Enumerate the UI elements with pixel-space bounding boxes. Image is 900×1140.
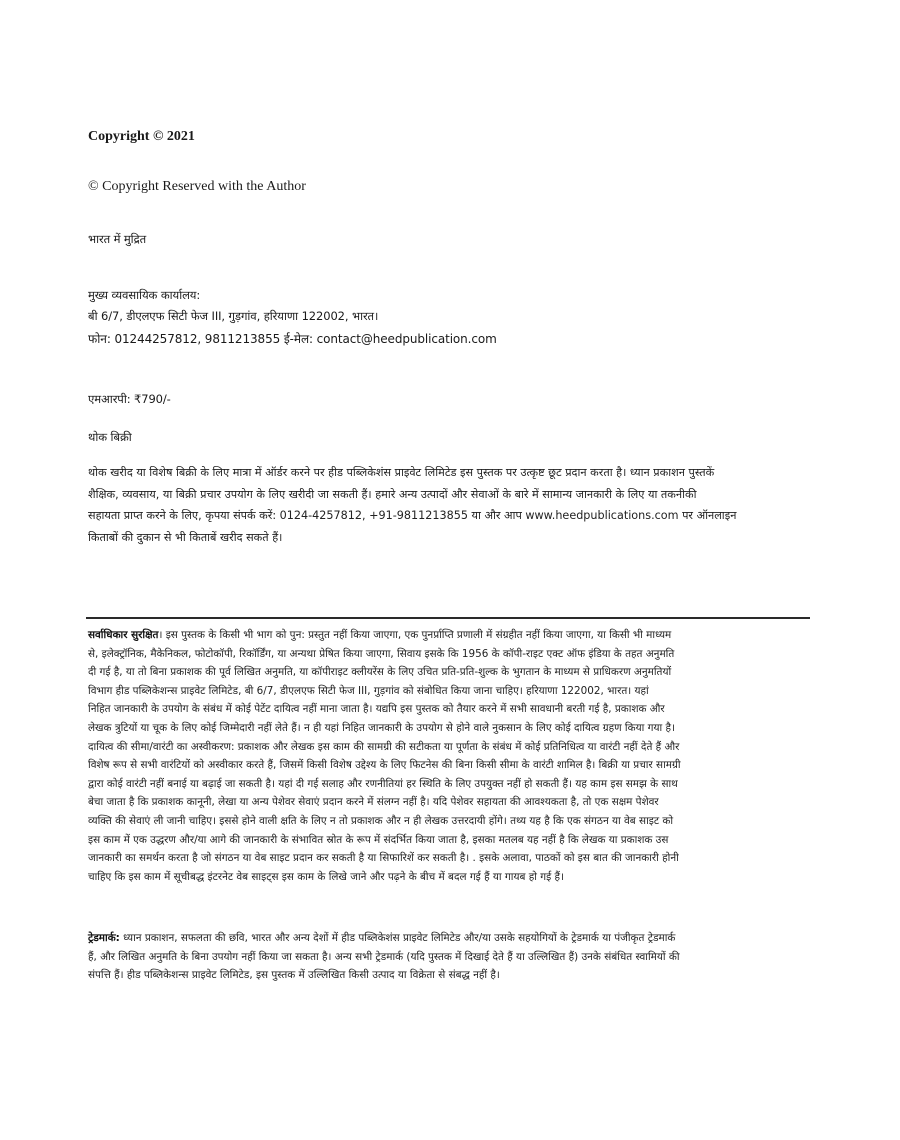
rights-paragraph	[88, 626, 812, 886]
rights-line: निहित जानकारी के उपयोग के संबंध में कोई पेटेंट दायित्व नहीं माना जाता है। यद्यपि इस पुस्तक को तैयार करने में सभी सावधानी बरती गई है, प्रकाशक और	[88, 703, 665, 716]
trademarks-paragraph	[88, 929, 812, 985]
trademarks-line: हैं, और लिखित अनुमति के बिना उपयोग नहीं किया जा सकता है। अन्य सभी ट्रेडमार्क (यदि पुस्तक में दिखाई देते हैं या उल्लिखित हैं) उनके संबंधित स्वामियों की	[88, 950, 680, 963]
bulk-sales-line: शैक्षिक, व्यवसाय, या बिक्री प्रचार उपयोग के लिए खरीदी जा सकती हैं। हमारे अन्य उत्पादों और सेवाओं के बारे में सामान्य जानकारी के लिए या तकनीकी	[88, 487, 697, 501]
liability-line: जानकारी का समर्थन करता है जो संगठन या वेब साइट प्रदान कर सकती है या सिफारिशें कर सकती है। . इसके अलावा, पाठकों को इस बात की जानकारी होनी	[88, 852, 679, 865]
rights-line: । इस पुस्तक के किसी भी भाग को पुन: प्रस्तुत नहीं किया जाएगा, एक पुनर्प्राप्ति प्रणाली में संग्रहीत नहीं किया जाएगा, या किसी भी माध्यम	[158, 629, 672, 641]
trademarks-line: ध्यान प्रकाशन, सफलता की छवि, भारत और अन्य देशों में हीड पब्लिकेशंस प्राइवेट लिमिटेड और/या उसके सहयोगियों के ट्रेडमार्क या पंजीकृत ट्रेडमार्क	[119, 932, 676, 944]
trademarks-line: संपत्ति हैं। हीड पब्लिकेशन्स प्राइवेट लिमिटेड, इस पुस्तक में उल्लिखित किसी उत्पाद या विक्रेता से संबद्ध नहीं है।	[88, 969, 500, 982]
rights-line: दी गई है, या तो बिना प्रकाशक की पूर्व लिखित अनुमति, या कॉपीराइट क्लीयरेंस के लिए उचित प्रति-प्रति-शुल्क के भुगतान के माध्यम से प्राधिकरण अनुमतियों	[88, 666, 672, 679]
copyright-reserved-line: © Copyright Reserved with the Author	[88, 179, 306, 194]
rights-line: से, इलेक्ट्रॉनिक, मैकेनिकल, फोटोकॉपी, रिकॉर्डिंग, या अन्यथा प्रेषित किया जाएगा, सिवाय इसके कि 1956 के कॉपी-राइट एक्ट ऑफ इंडिया के तहत अनुमति	[88, 647, 675, 660]
bulk-sales-paragraph	[88, 462, 812, 548]
bulk-sales-heading: थोक बिक्री	[88, 430, 132, 444]
section-divider	[86, 617, 810, 619]
rights-label: सर्वाधिकार सुरक्षित	[88, 629, 159, 641]
bulk-sales-line: सहायता प्राप्त करने के लिए, कृपया संपर्क करें: 0124-4257812, +91-9811213855 या और आप www.heedpublications.com पर ऑनलाइन	[88, 509, 737, 522]
liability-line: इस काम में एक उद्धरण और/या आगे की जानकारी के संभावित स्रोत के रूप में संदर्भित किया जाता है, इसका मतलब यह नहीं है कि लेखक या प्रकाशक उस	[88, 833, 669, 846]
bulk-sales-line: थोक खरीद या विशेष बिक्री के लिए मात्रा में ऑर्डर करने पर हीड पब्लिकेशंस प्राइवेट लिमिटेड इस पुस्तक पर उत्कृष्ट छूट प्रदान करता है। ध्यान प्रकाशन पुस्तकें	[88, 466, 715, 479]
liability-line: चाहिए कि इस काम में सूचीबद्ध इंटरनेट वेब साइट्स इस काम के लिखे जाने और पढ़ने के बीच में बदल गई हैं या गायब हो गई हैं।	[88, 870, 564, 883]
rights-line: लेखक त्रुटियों या चूक के लिए कोई जिम्मेदारी नहीं लेते हैं। न ही यहां निहित जानकारी के उपयोग से होने वाले नुकसान के लिए कोई दायित्व ग्रहण किया गया है।	[88, 721, 675, 734]
office-heading: मुख्य व्यवसायिक कार्यालय:	[88, 288, 201, 302]
mrp-price: एमआरपी: ₹790/-	[88, 392, 171, 406]
copyright-title: Copyright © 2021	[88, 129, 195, 144]
liability-line: द्वारा कोई वारंटी नहीं बनाई या बढ़ाई जा सकती है। यहां दी गई सलाह और रणनीतियां हर स्थिति के लिए उपयुक्त नहीं हो सकती हैं। यह काम इस समझ के साथ	[88, 777, 678, 790]
bulk-sales-line: किताबों की दुकान से भी किताबें खरीद सकते हैं।	[88, 530, 283, 544]
rights-line: विभाग हीड पब्लिकेशन्स प्राइवेट लिमिटेड, बी 6/7, डीएलएफ सिटी फेज III, गुड़गांव को संबोधित किया जाना चाहिए। हरियाणा 122002, भारत। यहां	[88, 684, 649, 697]
trademarks-label: ट्रेडमार्क:	[88, 932, 120, 944]
liability-line: बेचा जाता है कि प्रकाशक कानूनी, लेखा या अन्य पेशेवर सेवाएं प्रदान करने में संलग्न नहीं है। यदि पेशेवर सहायता की आवश्यकता है, तो एक सक्षम पेशेवर	[88, 796, 659, 809]
liability-line: व्यक्ति की सेवाएं ली जानी चाहिए। इससे होने वाली क्षति के लिए न तो प्रकाशक और न ही लेखक उत्तरदायी होंगे। तथ्य यह है कि एक संगठन या वेब साइट को	[88, 814, 674, 827]
liability-line: विशेष रूप से सभी वारंटियों को अस्वीकार करते हैं, जिसमें किसी विशेष उद्देश्य के लिए फिटनेस की बिना किसी सीमा के वारंटी शामिल है। बिक्री या प्रचार सामग्री	[88, 759, 681, 772]
liability-line: दायित्व की सीमा/वारंटी का अस्वीकरण: प्रकाशक और लेखक इस काम की सामग्री की सटीकता या पूर्णता के संबंध में कोई प्रतिनिधित्व या वारंटी नहीं देते हैं और	[88, 740, 680, 753]
office-contact: फोन: 01244257812, 9811213855 ई-मेल: contact@heedpublication.com	[88, 332, 497, 346]
printed-in-india: भारत में मुद्रित	[88, 232, 147, 246]
office-address: बी 6/7, डीएलएफ सिटी फेज III, गुड़गांव, हरियाणा 122002, भारत।	[88, 309, 379, 323]
